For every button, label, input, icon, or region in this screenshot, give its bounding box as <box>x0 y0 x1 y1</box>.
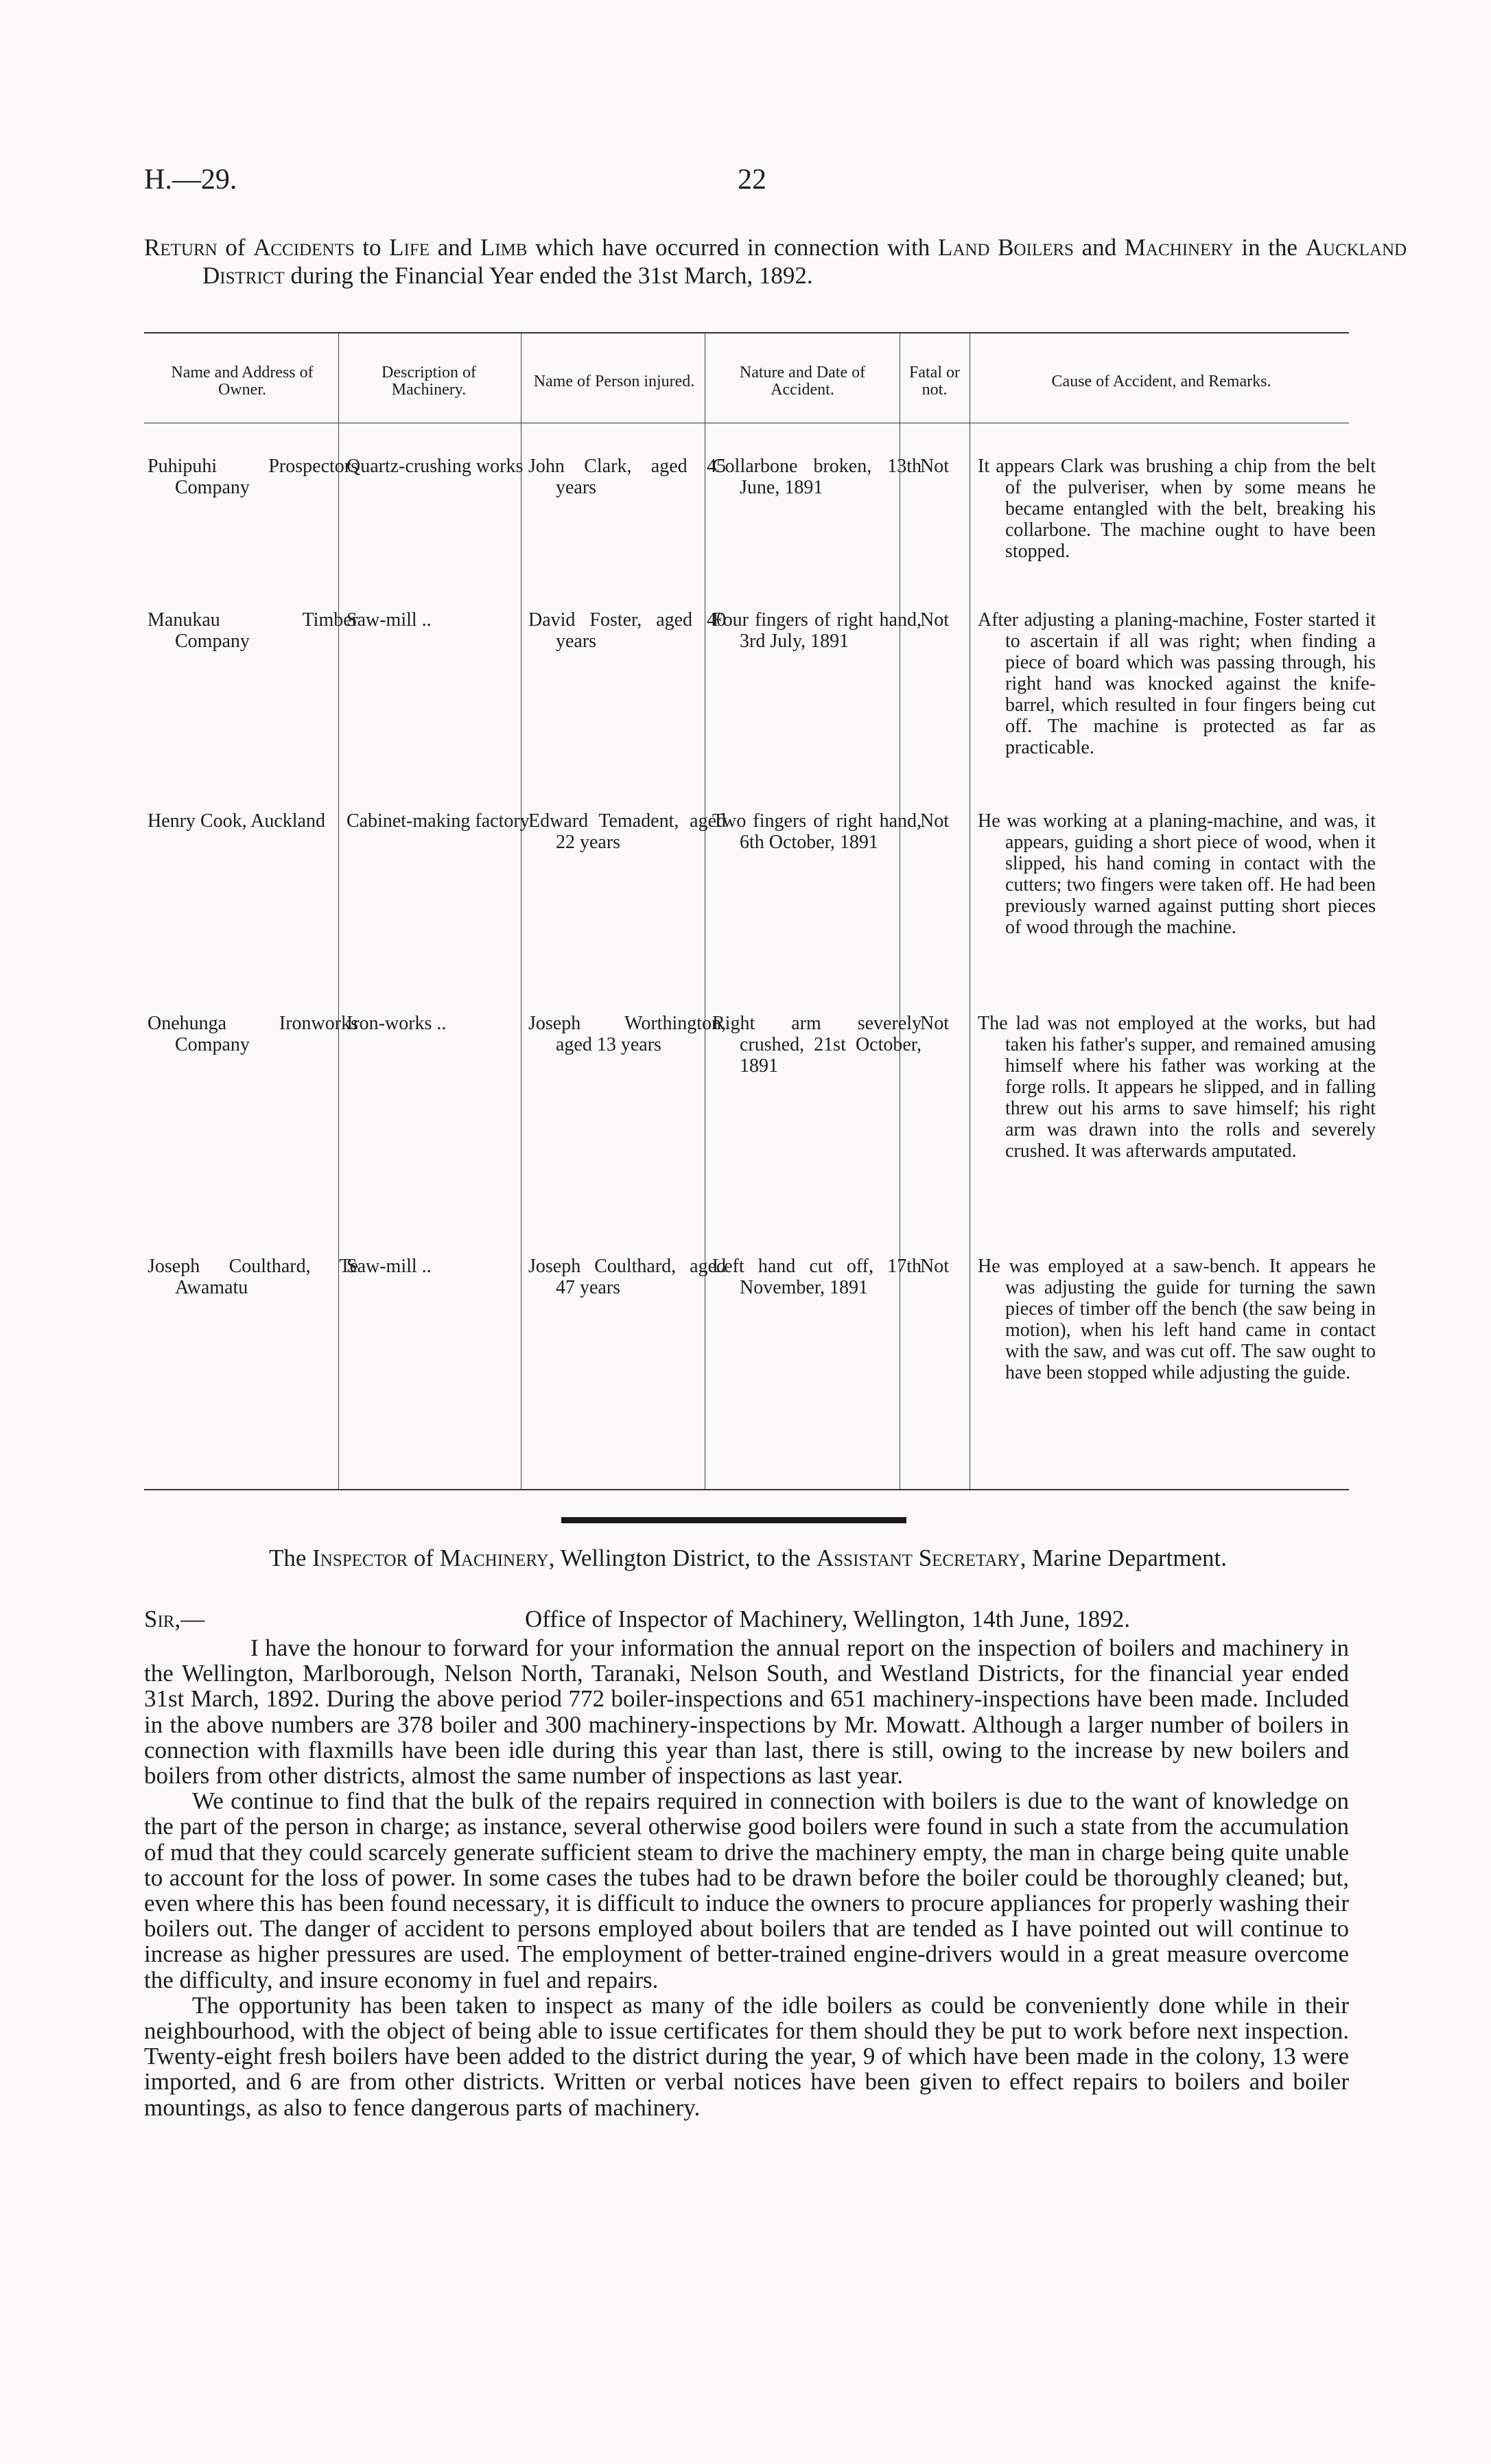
row3-machinery: Cabinet-making factory <box>347 810 530 832</box>
row4-fatal: Not <box>920 1013 949 1034</box>
row2-nature: Four fingers of right hand, 3rd July, 1891 <box>712 609 921 652</box>
row1-machinery: Quartz-crushing works <box>347 456 524 477</box>
row2-fatal: Not <box>920 609 949 631</box>
row2-machinery: Saw-mill .. <box>347 609 432 631</box>
column-header-fatal: Fatal or not. <box>909 364 960 399</box>
letter-dateline: Office of Inspector of Machinery, Wellington, 14th June, 1892. <box>525 1606 1131 1632</box>
column-divider <box>338 332 339 1489</box>
row5-remarks: He was employed at a saw-bench. It appears he was adjusting the guide for turning the sawn pieces of timber off the bench (the saw being in motion), when his left hand came in contact with the saw, and was cut off. The saw ought to have been stopped while adjusting the guide. <box>978 1256 1376 1383</box>
row3-nature: Two fingers of right hand, 6th October, 1891 <box>712 810 921 853</box>
paragraph: I have the honour to forward for your information the annual report on the inspection of boilers and machinery in the Wellington, Marlborough, Nelson North, Taranaki, Nelson South, and Westland Districts, for the financial year ended 31st March, 1892. During the above period 772 boiler-inspections and 651 machinery-inspections have been made. Included in the above numbers are 378 boiler and 300 machinery-inspections by Mr. Mowatt. Although a larger number of boilers in connection with flaxmills have been idle during this year than last, there is still, owing to the increase by new boilers and boilers from other districts, almost the same number of inspections as last year. <box>144 1634 1349 1790</box>
letter-body <box>144 1635 1349 2120</box>
row3-remarks: He was working at a planing-machine, and was, it appears, guiding a short piece of wood, when it slipped, his hand coming in contact with the cutters; two fingers were taken off. He had been previously warned against putting short pieces of wood through the machine. <box>978 810 1376 938</box>
page-header <box>144 163 1352 204</box>
column-header-owner: Name and Address of Owner. <box>171 364 314 399</box>
row3-fatal: Not <box>920 810 949 832</box>
salutation: Sir,— <box>144 1606 205 1632</box>
paragraph: We continue to find that the bulk of the repairs required in connection with boilers is due to the want of knowledge on the part of the person in charge; as instance, several otherwise good boilers were found in such a state from the accumulation of mud that they could scarcely generate sufficient steam to drive the machinery empty, the man in charge being quite unable to account for the loss of power. In some cases the tubes had to be drawn before the boiler could be thoroughly cleaned; but, even where this has been found necessary, it is difficult to induce the owners to procure appliances for properly washing their boilers out. The danger of accident to persons employed about boilers that are tended as I have pointed out will continue to increase as higher pressures are used. The employment of better-trained engine-drivers would in a great measure overcome the difficulty, and insure economy in fuel and repairs. <box>144 1787 1349 1993</box>
table-top-rule <box>144 332 1349 333</box>
row3-owner: Henry Cook, Auckland <box>148 810 325 832</box>
row5-owner: Joseph Coulthard, Te Awamatu <box>148 1256 358 1298</box>
row4-person: Joseph Worthington, aged 13 years <box>528 1013 726 1055</box>
row3-person: Edward Temadent, aged 22 years <box>528 810 726 853</box>
return-title: Return of Accidents to Life and Limb which have occurred in connection with Land Boilers and Machinery in the Auckland District during the Financial Year ended the 31st March, 1892. <box>144 234 1407 289</box>
column-header-person: Name of Person injured. <box>533 372 695 390</box>
row1-remarks: It appears Clark was brushing a chip from the belt of the pulveriser, when by some means he became entangled with the belt, breaking his collarbone. The machine ought to have been stopped. <box>978 456 1376 562</box>
section-divider <box>561 1517 906 1523</box>
row4-owner: Onehunga Ironworks Company <box>148 1013 358 1055</box>
row2-remarks: After adjusting a planing-machine, Foster started it to ascertain if all was right; when finding a piece of board which was passing through, his right hand was knocked against the knife-barrel, which resulted in four fingers being cut off. The machine is protected as far as practicable. <box>978 609 1376 758</box>
letter-heading: The Inspector of Machinery, Wellington District, to the Assistant Secretary, Marine Department. <box>268 1545 1228 1571</box>
row5-person: Joseph Coulthard, aged 47 years <box>528 1256 726 1298</box>
row1-owner: Puhipuhi Prospectors Company <box>148 456 358 498</box>
row2-person: David Foster, aged 40 years <box>528 609 726 652</box>
row5-nature: Left hand cut off, 17th November, 1891 <box>712 1256 921 1298</box>
page-number: 22 <box>738 164 766 196</box>
row4-remarks: The lad was not employed at the works, but had taken his father's supper, and remained amusing himself where his father was working at the forge rolls. It appears he slipped, and in falling threw out his arms to save himself; his right arm was drawn into the rolls and severely crushed. It was afterwards amputated. <box>978 1013 1376 1162</box>
row4-nature: Right arm severely crushed, 21st October, 1891 <box>712 1013 921 1077</box>
row1-person: John Clark, aged 45 years <box>528 456 726 498</box>
column-header-nature: Nature and Date of Accident. <box>739 364 866 399</box>
row1-nature: Collarbone broken, 13th June, 1891 <box>712 456 921 498</box>
row4-machinery: Iron-works .. <box>347 1013 447 1034</box>
column-header-remarks: Cause of Accident, and Remarks. <box>1051 372 1271 390</box>
column-header-machinery: Description of Machinery. <box>381 364 476 399</box>
row2-owner: Manukau Timber Company <box>148 609 358 652</box>
document-reference: H.—29. <box>144 164 237 196</box>
paragraph: The opportunity has been taken to inspect as many of the idle boilers as could be conveniently done while in their neighbourhood, with the object of being able to issue certificates for them should they be put to work before next inspection. Twenty-eight fresh boilers have been added to the district during the year, 9 of which have been made in the colony, 13 were imported, and 6 are from other districts. Written or verbal notices have been given to effect repairs to boilers and boiler mountings, as also to fence dangerous parts of machinery. <box>144 1991 1349 2121</box>
table-bottom-rule <box>144 1489 1349 1490</box>
row1-fatal: Not <box>920 456 949 477</box>
row5-fatal: Not <box>920 1256 949 1277</box>
row5-machinery: Saw-mill .. <box>347 1256 432 1277</box>
